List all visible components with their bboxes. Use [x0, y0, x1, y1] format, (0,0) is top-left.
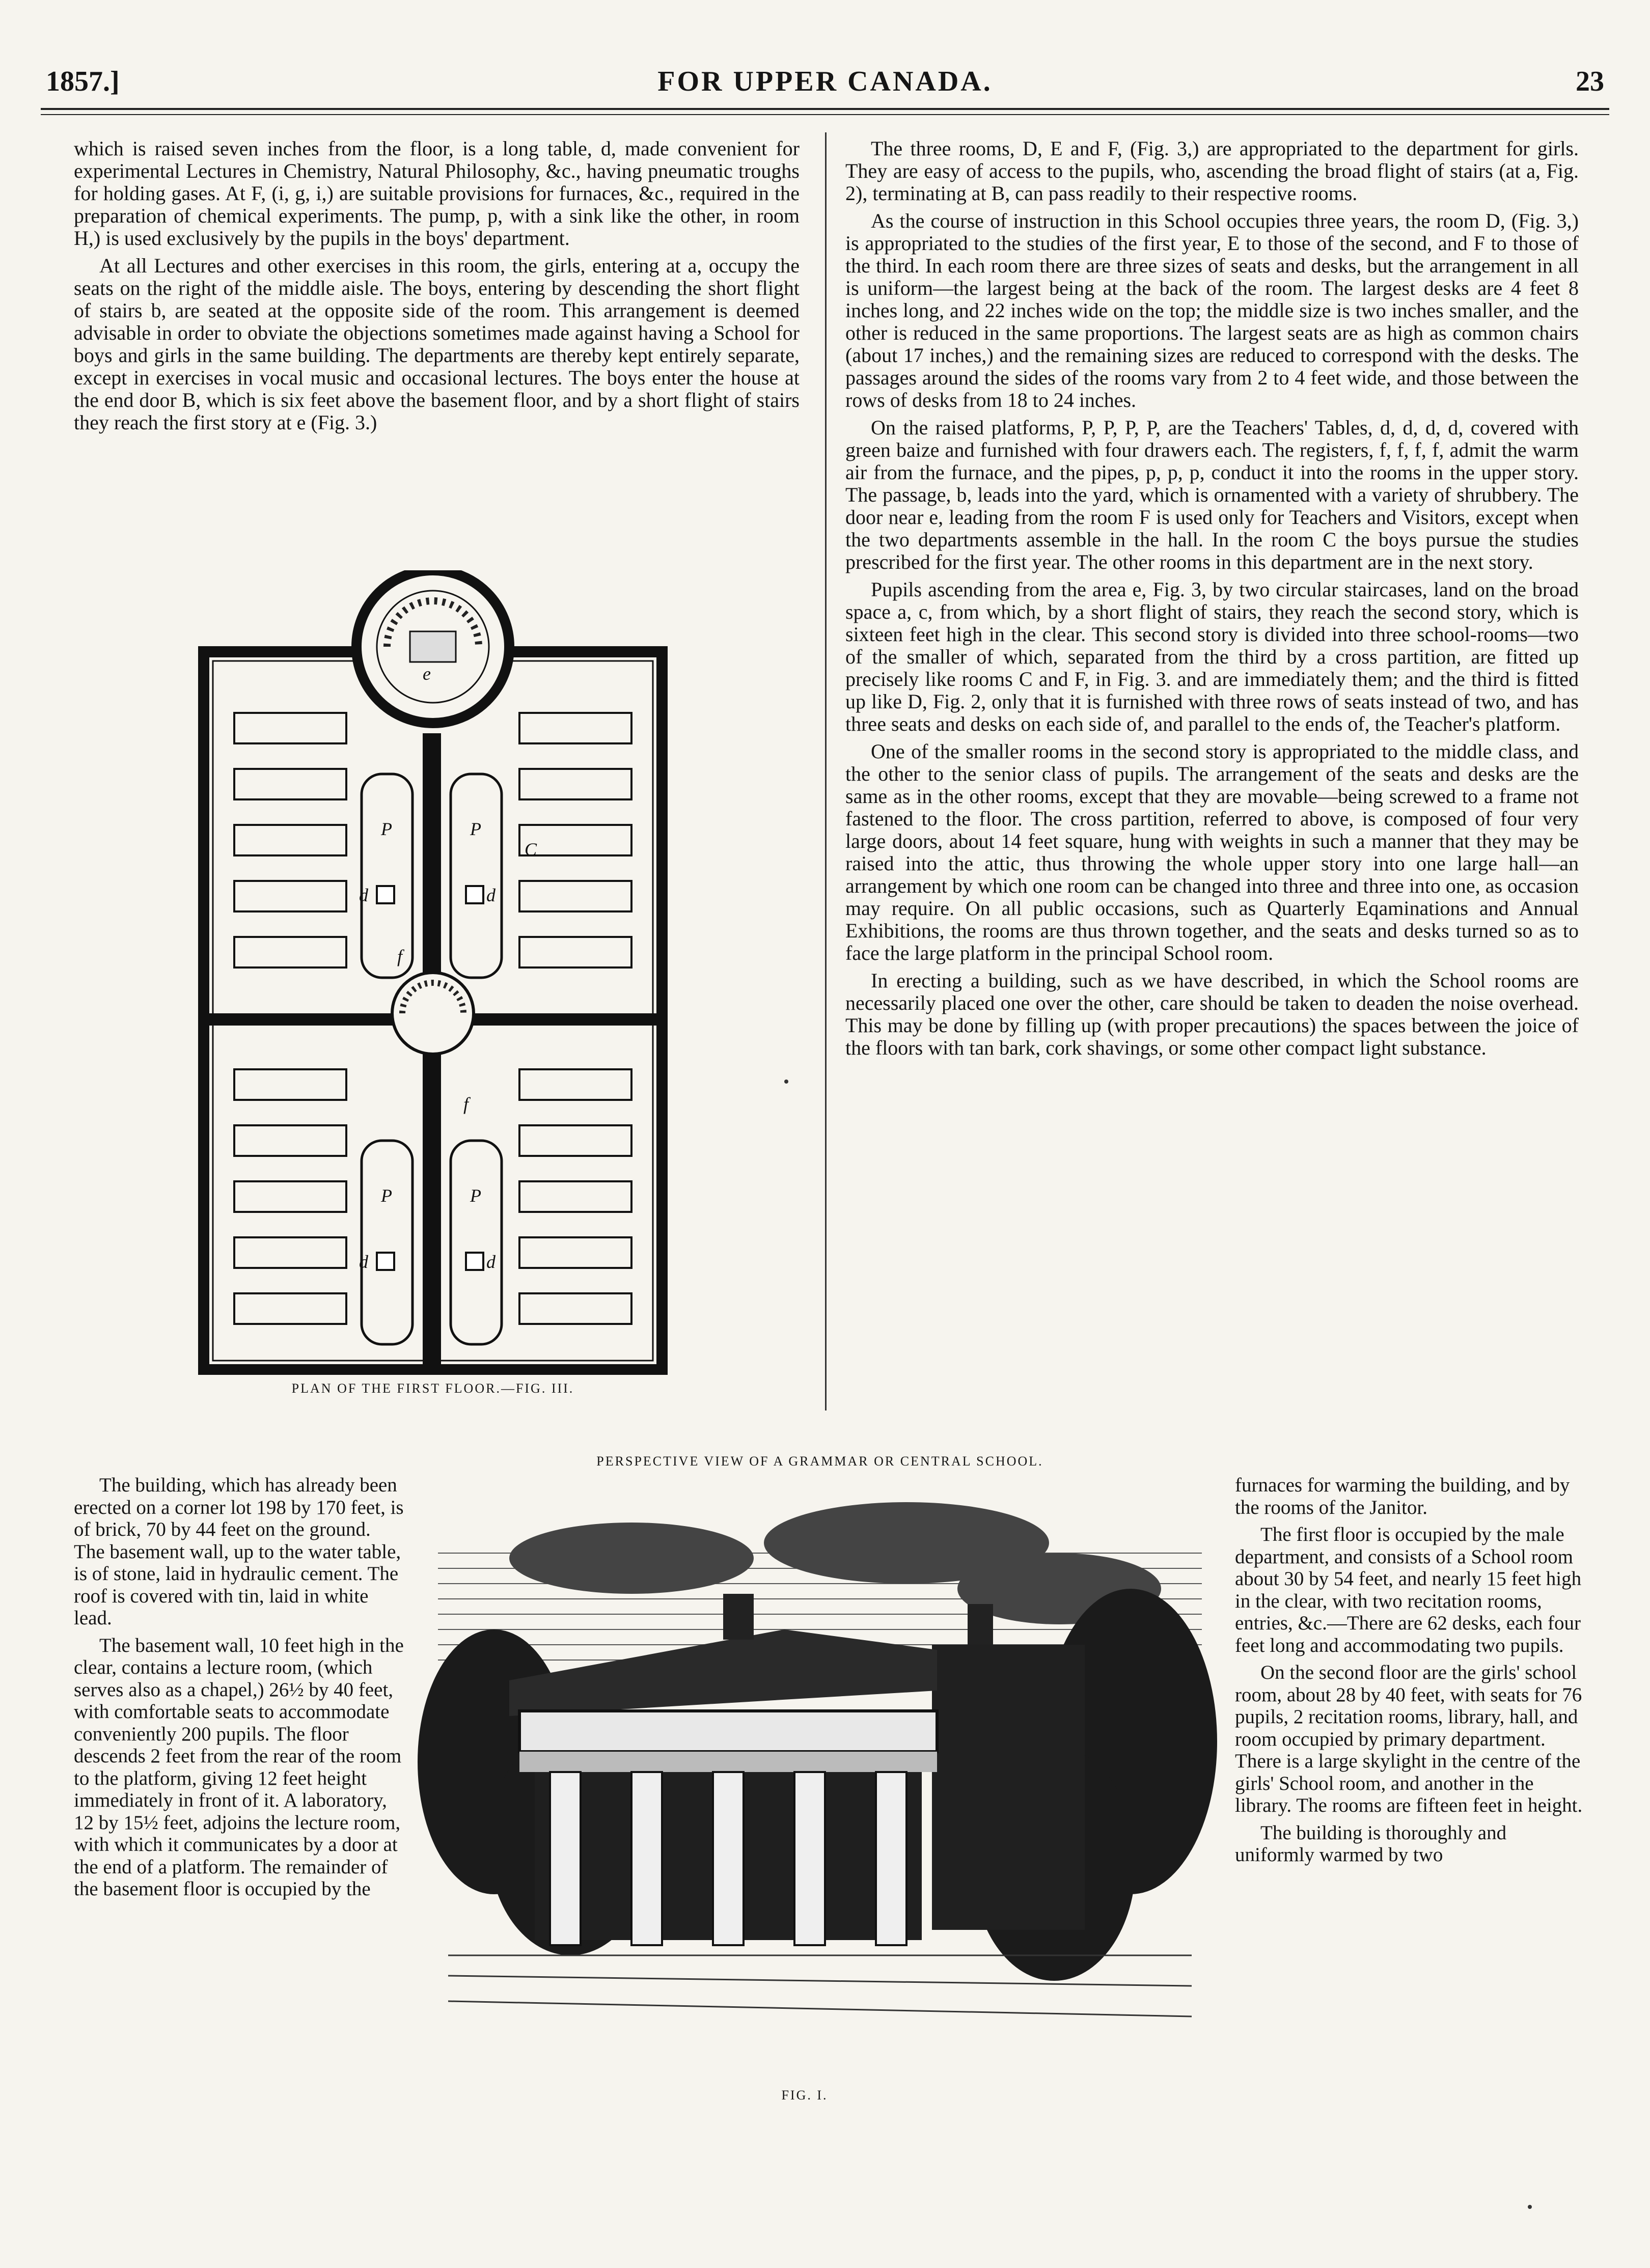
paragraph: The building, which has already been erected on a corner lot 198 by 170 feet, is of brick, 70 by 44 feet on the ground. The basement wall, up to the water table, is of stone, laid in hydraulic cement. The roof is covered with tin, laid in white lead.: [74, 1474, 404, 1629]
plan-label: P: [381, 1185, 392, 1206]
paragraph: One of the smaller rooms in the second story is appropriated to the middle class, and the other to the senior class of pupils. The arrangement of the seats and desks are the same as in the other rooms, except that they are movable—being screwed to a frame not fastened to the floor. The cross partition, referred to above, is composed of four very large doors, about 14 feet square, hung with weights in such a manner that they may be raised into the attic, thus throwing the whole upper story into one large hall—an arrangement by which one room can be changed into three and three into one, as occasion may require. On all public occasions, such as Quarterly Eqaminations and Annual Exhibitions, the rooms are thus thrown together, and the seats and desks turned so as to face the large platform in the principal School room.: [845, 740, 1579, 964]
center-corridor-wall: [423, 1080, 441, 1365]
floor-plan-figure: [194, 570, 672, 1375]
plan-label: f: [397, 946, 403, 966]
right-column-bottom: [1235, 1474, 1586, 1871]
paragraph: The building is thoroughly and uniformly warmed by two: [1235, 1821, 1507, 1866]
plan-label: d: [486, 885, 496, 905]
stair-tower: [356, 570, 509, 723]
paragraph: furnaces for warming the building, and by the rooms of the Janitor.: [1235, 1474, 1570, 1518]
ink-speck: [784, 1080, 788, 1084]
paragraph: Pupils ascending from the area e, Fig. 3, by two circular staircases, land on the broad space a, c, from which, by a short flight of stairs, they reach the second story, which is sixteen feet high in the clear. This second story is divided into three school-rooms—two of the smaller of which, separated from the third by a cross partition, are fitted up precisely like rooms C and F, in Fig. 3. and are immediately them; and the third is fitted up like D, Fig. 2, only that it is furnished with three rows of seats instead of two, and has three seats and desks on each side of, and parallel to the ends of, the Teacher's platform.: [845, 578, 1579, 735]
column-divider: [825, 132, 827, 1410]
paragraph: On the raised platforms, P, P, P, P, are the Teachers' Tables, d, d, d, d, covered with green baize and furnished with four drawers each. The registers, f, f, f, f, admit the warm air from the furnace, and the pipes, p, p, p, conduct it into the rooms in the upper story. The passage, b, leads into the yard, which is ornamented with a variety of shrubbery. The door near e, leading from the room F is used only for Teachers and Visitors, except when the two departments assemble in the hall. In the room C the boys pursue the studies prescribed for the first year. The other rooms in this department are in the next story.: [845, 416, 1579, 573]
paragraph: At all Lectures and other exercises in this room, the girls, entering at a, occupy the seats on the right of the middle aisle. The boys, entering by descending the short flight of stairs b, are seated at the opposite side of the room. This arrangement is deemed advisable in order to obviate the objections sometimes made against having a School for boys and girls in the same building. The departments are thereby kept entirely separate, except in exercises in vocal music and occasional lectures. The boys enter the house at the end door B, which is six feet above the basement floor, and by a short flight of stairs they reach the first story at e (Fig. 3.): [74, 254, 800, 434]
plan-label: P: [470, 1185, 481, 1206]
paragraph: The first floor is occupied by the male department, and consists of a School room about 30 by 54 feet, and nearly 15 feet high in the clear, with two recitation rooms, entries, &c.—There are 62 desks, each four feet long and accommodating two pupils.: [1235, 1524, 1582, 1656]
paragraph: which is raised seven inches from the floor, is a long table, d, made convenient for experimental Lectures in Chemistry, Natural Philosophy, &c., having pneumatic troughs for holding gases. At F, (i, g, i,) are suitable provisions for furnaces, &c., required in the preparation of chemical experiments. The pump, p, with a sink like the other, in room H,) is used exclusively by the pupils in the boys' department.: [74, 137, 800, 250]
plan-label: P: [470, 819, 481, 839]
paragraph: As the course of instruction in this School occupies three years, the room D, (Fig. 3,) is appropriated to the studies of the first year, E to those of the second, and F to those of the third. In each room there are three sizes of seats and desks, but the arrangement in all is uniform—the largest being at the back of the room. The largest desks are 4 feet 8 inches long, and 22 inches wide on the top; the middle size is two inches smaller, and the other is reduced in the same proportions. The largest seats are as high as common chairs (about 17 inches,) and the remaining sizes are reduced to correspond with the desks. The passages around the sides of the rooms vary from 2 to 4 feet wide, and those between the rows of desks from 18 to 24 inches.: [845, 209, 1579, 411]
paragraph: The basement wall, 10 feet high in the clear, contains a lecture room, (which serves also as a chapel,) 26½ by 40 feet, with comfortable seats to accommodate conveniently 200 pupils. The floor descends 2 feet from the rear of the room to the platform, giving 12 feet height immediately in front of it. A laboratory, 12 by 15½ feet, adjoins the lecture room, with which it communicates by a door at the end of a platform. The remainder of the basement floor is occupied by the: [74, 1634, 404, 1900]
paragraph: The three rooms, D, E and F, (Fig. 3,) are appropriated to the department for girls. They are easy of access to the pupils, who, ascending the broad flight of stairs (at a, Fig. 2), terminating at B, can pass readily to their respective rooms.: [845, 137, 1579, 205]
plan-label: C: [525, 839, 537, 860]
header-rule-thin: [41, 114, 1609, 115]
page-number: 23: [1576, 66, 1604, 97]
header-title: FOR UPPER CANADA.: [657, 66, 993, 97]
header-rule: [41, 108, 1609, 110]
ink-speck: [1528, 2205, 1532, 2209]
running-header: [41, 61, 1609, 107]
left-column-bottom: [74, 1474, 405, 1905]
school-perspective-figure: [418, 1477, 1222, 2078]
plan-label: f: [463, 1094, 469, 1114]
floor-plan-caption: PLAN OF THE FIRST FLOOR.—FIG. III.: [291, 1381, 574, 1396]
cross-wall: [463, 1013, 657, 1026]
plan-label: e: [423, 663, 431, 684]
paragraph: On the second floor are the girls' school room, about 28 by 40 feet, with seats for 76 pupils, 2 recitation rooms, library, hall, and room occupied by primary department. There is a large skylight in the centre of the girls' School room, and another in the library. The rooms are fifteen feet in height.: [1235, 1662, 1583, 1816]
plan-label: d: [486, 1252, 496, 1272]
plan-label: d: [359, 885, 368, 905]
cross-wall: [209, 1013, 402, 1026]
figure-one-caption: FIG. I.: [781, 2088, 828, 2103]
paragraph: In erecting a building, such as we have described, in which the School rooms are necessarily placed one over the other, care should be taken to deaden the noise overhead. This may be done by filling up (with proper precautions) the spaces between the joice of the floors with tan bark, cork shavings, or some other compact light substance.: [845, 969, 1579, 1059]
plan-label: d: [359, 1252, 368, 1272]
left-column-top: [74, 137, 800, 439]
plan-label: P: [381, 819, 392, 839]
right-column-top: [845, 137, 1579, 1064]
header-year: 1857.]: [46, 66, 120, 97]
central-stair: [392, 973, 474, 1054]
perspective-caption: PERSPECTIVE VIEW OF A GRAMMAR OR CENTRAL SCHOOL.: [596, 1454, 1043, 1469]
